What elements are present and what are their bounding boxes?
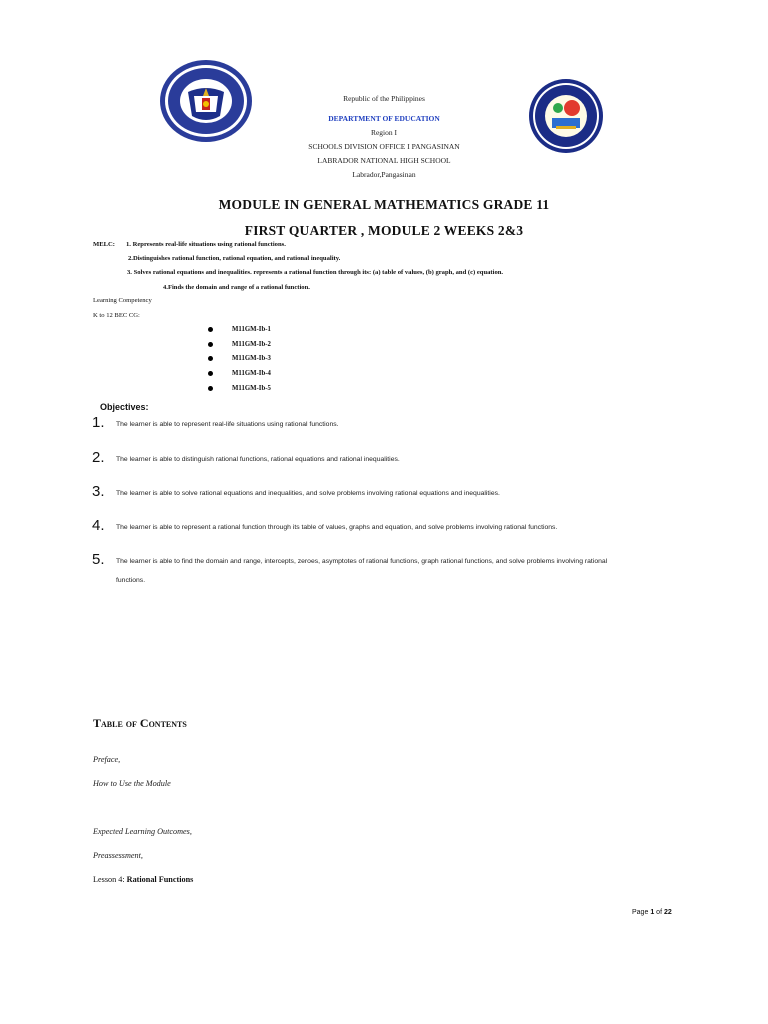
melc-label: MELC: xyxy=(93,241,115,248)
bullet-icon xyxy=(208,327,213,332)
objective-number: 1. xyxy=(92,414,105,431)
objective-text: The learner is able to solve rational equations and inequalities, and solve problems involving rational equations and inequalities. xyxy=(116,490,500,497)
objective-text: The learner is able to represent real-life situations using rational functions. xyxy=(116,421,339,428)
objective-text: The learner is able to distinguish rational functions, rational equations and rational inequalities. xyxy=(116,456,400,463)
objective-text: The learner is able to represent a rational function through its table of values, graphs and equation, and solve problems involving rational functions. xyxy=(116,524,558,531)
bullet-icon xyxy=(208,342,213,347)
melc-item-3: 3. Solves rational equations and inequalities. represents a rational function through its: (a) table of values, (b) graph, and (c) equation. xyxy=(127,269,504,276)
melc-item-1: 1. Represents real-life situations using rational functions. xyxy=(126,241,286,248)
module-title: MODULE IN GENERAL MATHEMATICS GRADE 11 xyxy=(218,197,550,212)
header-school: LABRADOR NATIONAL HIGH SCHOOL xyxy=(317,156,451,165)
header-division: SCHOOLS DIVISION OFFICE I PANGASINAN xyxy=(308,142,460,151)
header-location: Labrador,Pangasinan xyxy=(352,170,416,179)
toc-lesson-item[interactable] xyxy=(93,875,193,884)
objective-number: 4. xyxy=(92,517,105,534)
melc-item-4: 4.Finds the domain and range of a rational function. xyxy=(163,284,310,291)
page-footer xyxy=(632,909,672,916)
objective-number: 3. xyxy=(92,483,105,500)
bullet-icon xyxy=(208,356,213,361)
objective-text: The learner is able to find the domain and range, intercepts, zeroes, asymptotes of rational functions, graph rational functions, and solve problems involving rational xyxy=(116,558,608,565)
toc-item[interactable]: Preface, xyxy=(93,755,121,764)
objective-number: 5. xyxy=(92,551,105,568)
module-subtitle: FIRST QUARTER , MODULE 2 WEEKS 2&3 xyxy=(244,223,524,238)
k12-label: K to 12 BEC CG: xyxy=(93,312,140,319)
toc-item[interactable]: Expected Learning Outcomes, xyxy=(93,827,192,836)
toc-item[interactable]: Preassessment, xyxy=(93,851,143,860)
bullet-icon xyxy=(208,386,213,391)
lesson-name: Rational Functions xyxy=(126,875,194,884)
toc-item[interactable]: How to Use the Module xyxy=(93,779,171,788)
header-country: Republic of the Philippines xyxy=(343,94,425,103)
learning-competency-label: Learning Competency xyxy=(93,297,152,304)
page-number: 1 xyxy=(650,909,655,916)
toc-title: Table of Contents xyxy=(93,716,187,730)
objective-text-continued: functions. xyxy=(116,577,146,584)
page-of: of xyxy=(656,909,663,916)
page-label: Page xyxy=(632,909,649,916)
page-total: 22 xyxy=(663,909,672,916)
lesson-prefix: Lesson 4: xyxy=(93,875,125,884)
header-department: DEPARTMENT OF EDUCATION xyxy=(328,114,440,123)
objective-number: 2. xyxy=(92,449,105,466)
objectives-label: Objectives: xyxy=(100,402,149,412)
melc-item-2: 2.Distinguishes rational function, rational equation, and rational inequality. xyxy=(128,255,341,262)
header-region: Region I xyxy=(370,128,398,137)
bullet-icon xyxy=(208,371,213,376)
